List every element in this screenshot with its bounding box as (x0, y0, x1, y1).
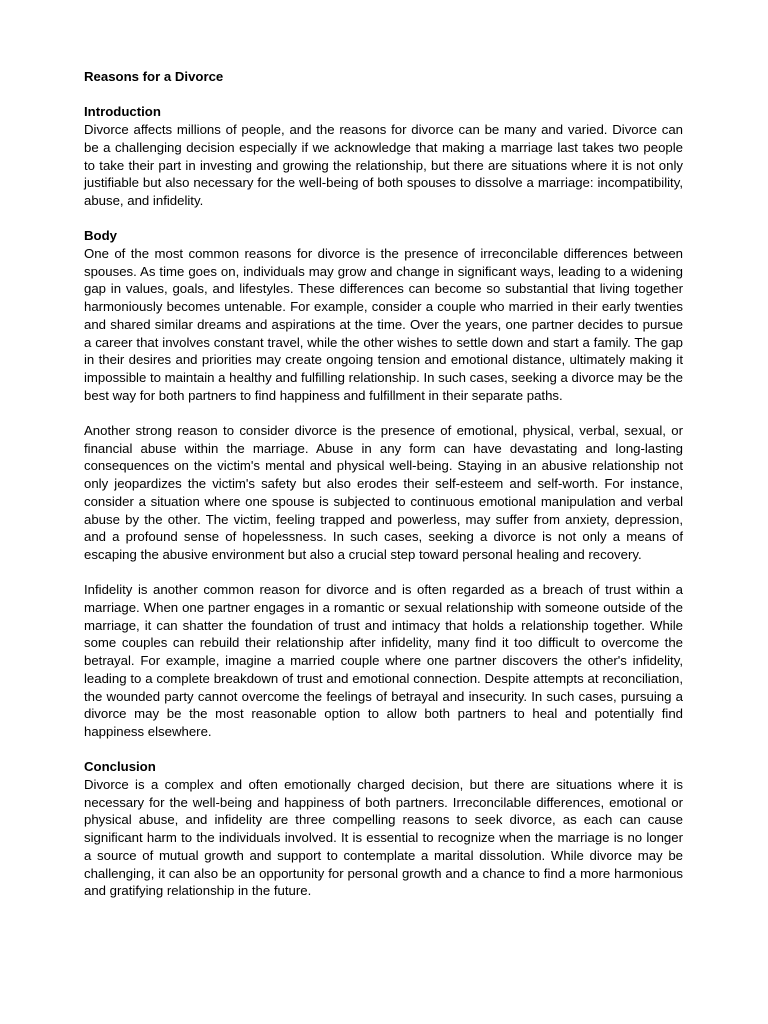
body-paragraph-abuse: Another strong reason to consider divorce is the presence of emotional, physical, verbal, sexual, or financial abuse within the marriage. Abuse in any form can have devastating and long-lasting consequences on the victim's mental and physical well-being. Staying in an abusive relationship not only jeopardizes the victim's safety but also erodes their self-esteem and self-worth. For instance, consider a situation where one spouse is subjected to continuous emotional manipulation and verbal abuse by the other. The victim, feeling trapped and powerless, may suffer from anxiety, depression, and a profound sense of hopelessness. In such cases, seeking a divorce is not only a means of escaping the abusive environment but also a crucial step toward personal healing and recovery. (84, 423, 683, 562)
body-paragraph-irreconcilable-differences: One of the most common reasons for divorce is the presence of irreconcilable differences between spouses. As time goes on, individuals may grow and change in significant ways, leading to a widening gap in values, goals, and lifestyles. These differences can become so substantial that living together harmoniously becomes untenable. For example, consider a couple who married in their early twenties and shared similar dreams and aspirations at the time. Over the years, one partner decides to pursue a career that involves constant travel, while the other wishes to settle down and start a family. The gap in their desires and priorities may create ongoing tension and emotional distance, ultimately making it impossible to maintain a healthy and fulfilling relationship. In such cases, seeking a divorce may be the best way for both partners to find happiness and fulfillment in their separate paths. (84, 246, 683, 403)
introduction-paragraph: Divorce affects millions of people, and the reasons for divorce can be many and varied. Divorce can be a challenging decision especially if we acknowledge that making a marriage last takes two people to take their part in investing and growing the relationship, but there are situations where it is not only justifiable but also necessary for the well-being of both spouses to dissolve a marriage: incompatibility, abuse, and infidelity. (84, 122, 683, 208)
body-paragraph-infidelity: Infidelity is another common reason for divorce and is often regarded as a breach of trust within a marriage. When one partner engages in a romantic or sexual relationship with someone outside of the marriage, it can shatter the foundation of trust and intimacy that holds a relationship together. While some couples can rebuild their relationship after infidelity, many find it too difficult to overcome the betrayal. For example, imagine a married couple where one partner discovers the other's infidelity, leading to a complete breakdown of trust and emotional connection. Despite attempts at reconciliation, the wounded party cannot overcome the feelings of betrayal and insecurity. In such cases, pursuing a divorce may be the most reasonable option to allow both partners to heal and potentially find happiness elsewhere. (84, 582, 683, 739)
conclusion-heading: Conclusion (84, 759, 156, 775)
document-title: Reasons for a Divorce (84, 69, 224, 84)
body-heading: Body (84, 228, 117, 244)
introduction-heading: Introduction (84, 104, 161, 120)
conclusion-paragraph: Divorce is a complex and often emotionally charged decision, but there are situations where it is necessary for the well-being and happiness of both partners. Irreconcilable differences, emotional or physical abuse, and infidelity are three compelling reasons to seek divorce, as each can cause significant harm to the individuals involved. It is essential to recognize when the marriage is no longer a source of mutual growth and support to contemplate a marital dissolution. While divorce may be challenging, it can also be an opportunity for personal growth and a chance to find a more harmonious and gratifying relationship in the future. (84, 777, 683, 899)
document-page (84, 68, 683, 900)
